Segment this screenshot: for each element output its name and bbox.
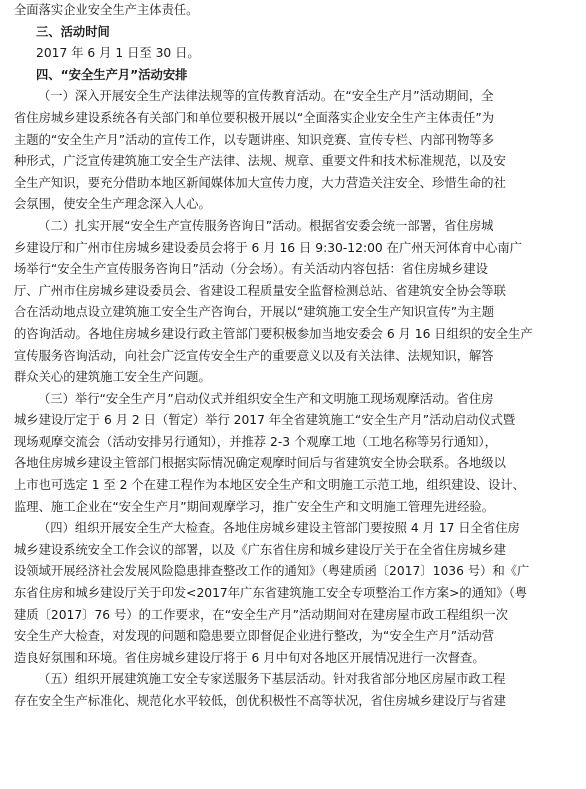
paragraph-line: 场举行“安全生产宣传服务咨询日”活动（分会场）。有关活动内容包括：省住房城乡建设 [14,262,488,277]
paragraph-line: 监理、施工企业在“安全生产月”期间观摩学习，推广安全生产和文明施工管理先进经验。 [14,499,495,514]
paragraph-line: 建质〔2017〕76 号）的工作要求，在“安全生产月”活动期间对在建房屋市政工程组织一次 [14,607,508,622]
paragraph-line: 的咨询活动。各地住房城乡建设行政主管部门要积极参加当地安委会 6 月 16 日组织的安全生产 [14,326,533,341]
paragraph-line: （五）组织开展建筑施工安全专家送服务下基层活动。针对我省部分地区房屋市政工程 [38,672,506,687]
paragraph-line: 城乡建设厅定于 6 月 2 日（暂定）举行 2017 年全省建筑施工“安全生产月”活动启动仪式暨 [14,413,516,428]
document-body [14,0,580,713]
paragraph-line: 安全生产大检查，对发现的问题和隐患要立即督促企业进行整改，为“安全生产月”活动营 [14,629,495,644]
paragraph-line: 全生产知识，要充分借助本地区新闻媒体加大宣传力度，大力营造关注安全、珍惜生命的社 [14,175,506,190]
paragraph-line: （三）举行“安全生产月”启动仪式并组织安全生产和文明施工现场观摩活动。省住房 [38,391,494,406]
paragraph-line: （一）深入开展安全生产法律法规等的宣传教育活动。在“安全生产月”活动期间，全 [38,89,494,104]
paragraph-line: （二）扎实开展“安全生产宣传服务咨询日”活动。根据省安委会统一部署，省住房城 [38,218,494,233]
paragraph-line: 主题的“安全生产月”活动的宣传工作，以专题讲座、知识竞赛、宣传专栏、内部刊物等多 [14,132,495,147]
paragraph-line: 会氛围，使安全生产理念深入人心。 [14,197,211,212]
paragraph-line: 省住房城乡建设系统各有关部门和单位要积极开展以“全面落实企业安全生产主体责任”为 [14,110,495,125]
section-heading: 四、“安全生产月”活动安排 [36,67,188,82]
paragraph-line: 合在活动地点设立建筑施工安全生产咨询台，开展以“建筑施工安全生产知识宣传”为主题 [14,305,495,320]
paragraph-line: 存在安全生产标准化、规范化水平较低，创优积极性不高等状况，省住房城乡建设厅与省建 [14,694,506,708]
paragraph-line: （四）组织开展安全生产大检查。各地住房城乡建设主管部门要按照 4 月 17 日全省住房 [38,521,520,536]
paragraph-line: 全面落实企业安全生产主体责任。 [14,3,199,17]
paragraph-line: 城乡建设系统安全工作会议的部署，以及《广东省住房和城乡建设厅关于在全省住房城乡建 [14,542,506,557]
paragraph-line: 设领域开展经济社会发展风险隐患排查整改工作的通知》（粤建质函〔2017〕1036 号）和《广 [14,564,530,579]
paragraph-line: 造良好氛围和环境。省住房城乡建设厅将于 6 月中旬对各地区开展情况进行一次督查。 [14,650,485,665]
paragraph-line: 现场观摩交流会（活动安排另行通知），并推荐 2-3 个观摩工地（工地名称等另行通知）， [14,434,497,449]
paragraph-line: 群众关心的建筑施工安全生产问题。 [14,370,211,385]
paragraph-line: 厅、广州市住房城乡建设委员会、省建设工程质量安全监督检测总站、省建筑安全协会等联 [14,283,506,298]
paragraph-line: 乡建设厅和广州市住房城乡建设委员会将于 6 月 16 日 9:30-12:00 在广州天河体育中心南广 [14,240,522,255]
paragraph-line: 各地住房城乡建设主管部门根据实际情况确定观摩时间后与省建筑安全协会联系。各地级以 [14,456,506,471]
paragraph-line: 东省住房和城乡建设厅关于印发<2017年广东省建筑施工安全专项整治工作方案>的通知》（粤 [14,586,528,601]
paragraph-line: 宣传服务咨询活动，向社会广泛宣传安全生产的重要意义以及有关法律、法规知识，解答 [14,348,494,363]
paragraph-line: 种形式，广泛宣传建筑施工安全生产法律、法规、规章、重要文件和技术标准规范，以及安 [14,154,506,169]
paragraph-line: 上市也可选定 1 至 2 个在建工程作为本地区安全生产和文明施工示范工地，组织建设、设计、 [14,478,525,493]
paragraph-line: 2017 年 6 月 1 日至 30 日。 [36,46,200,61]
section-heading: 三、活动时间 [36,24,110,39]
